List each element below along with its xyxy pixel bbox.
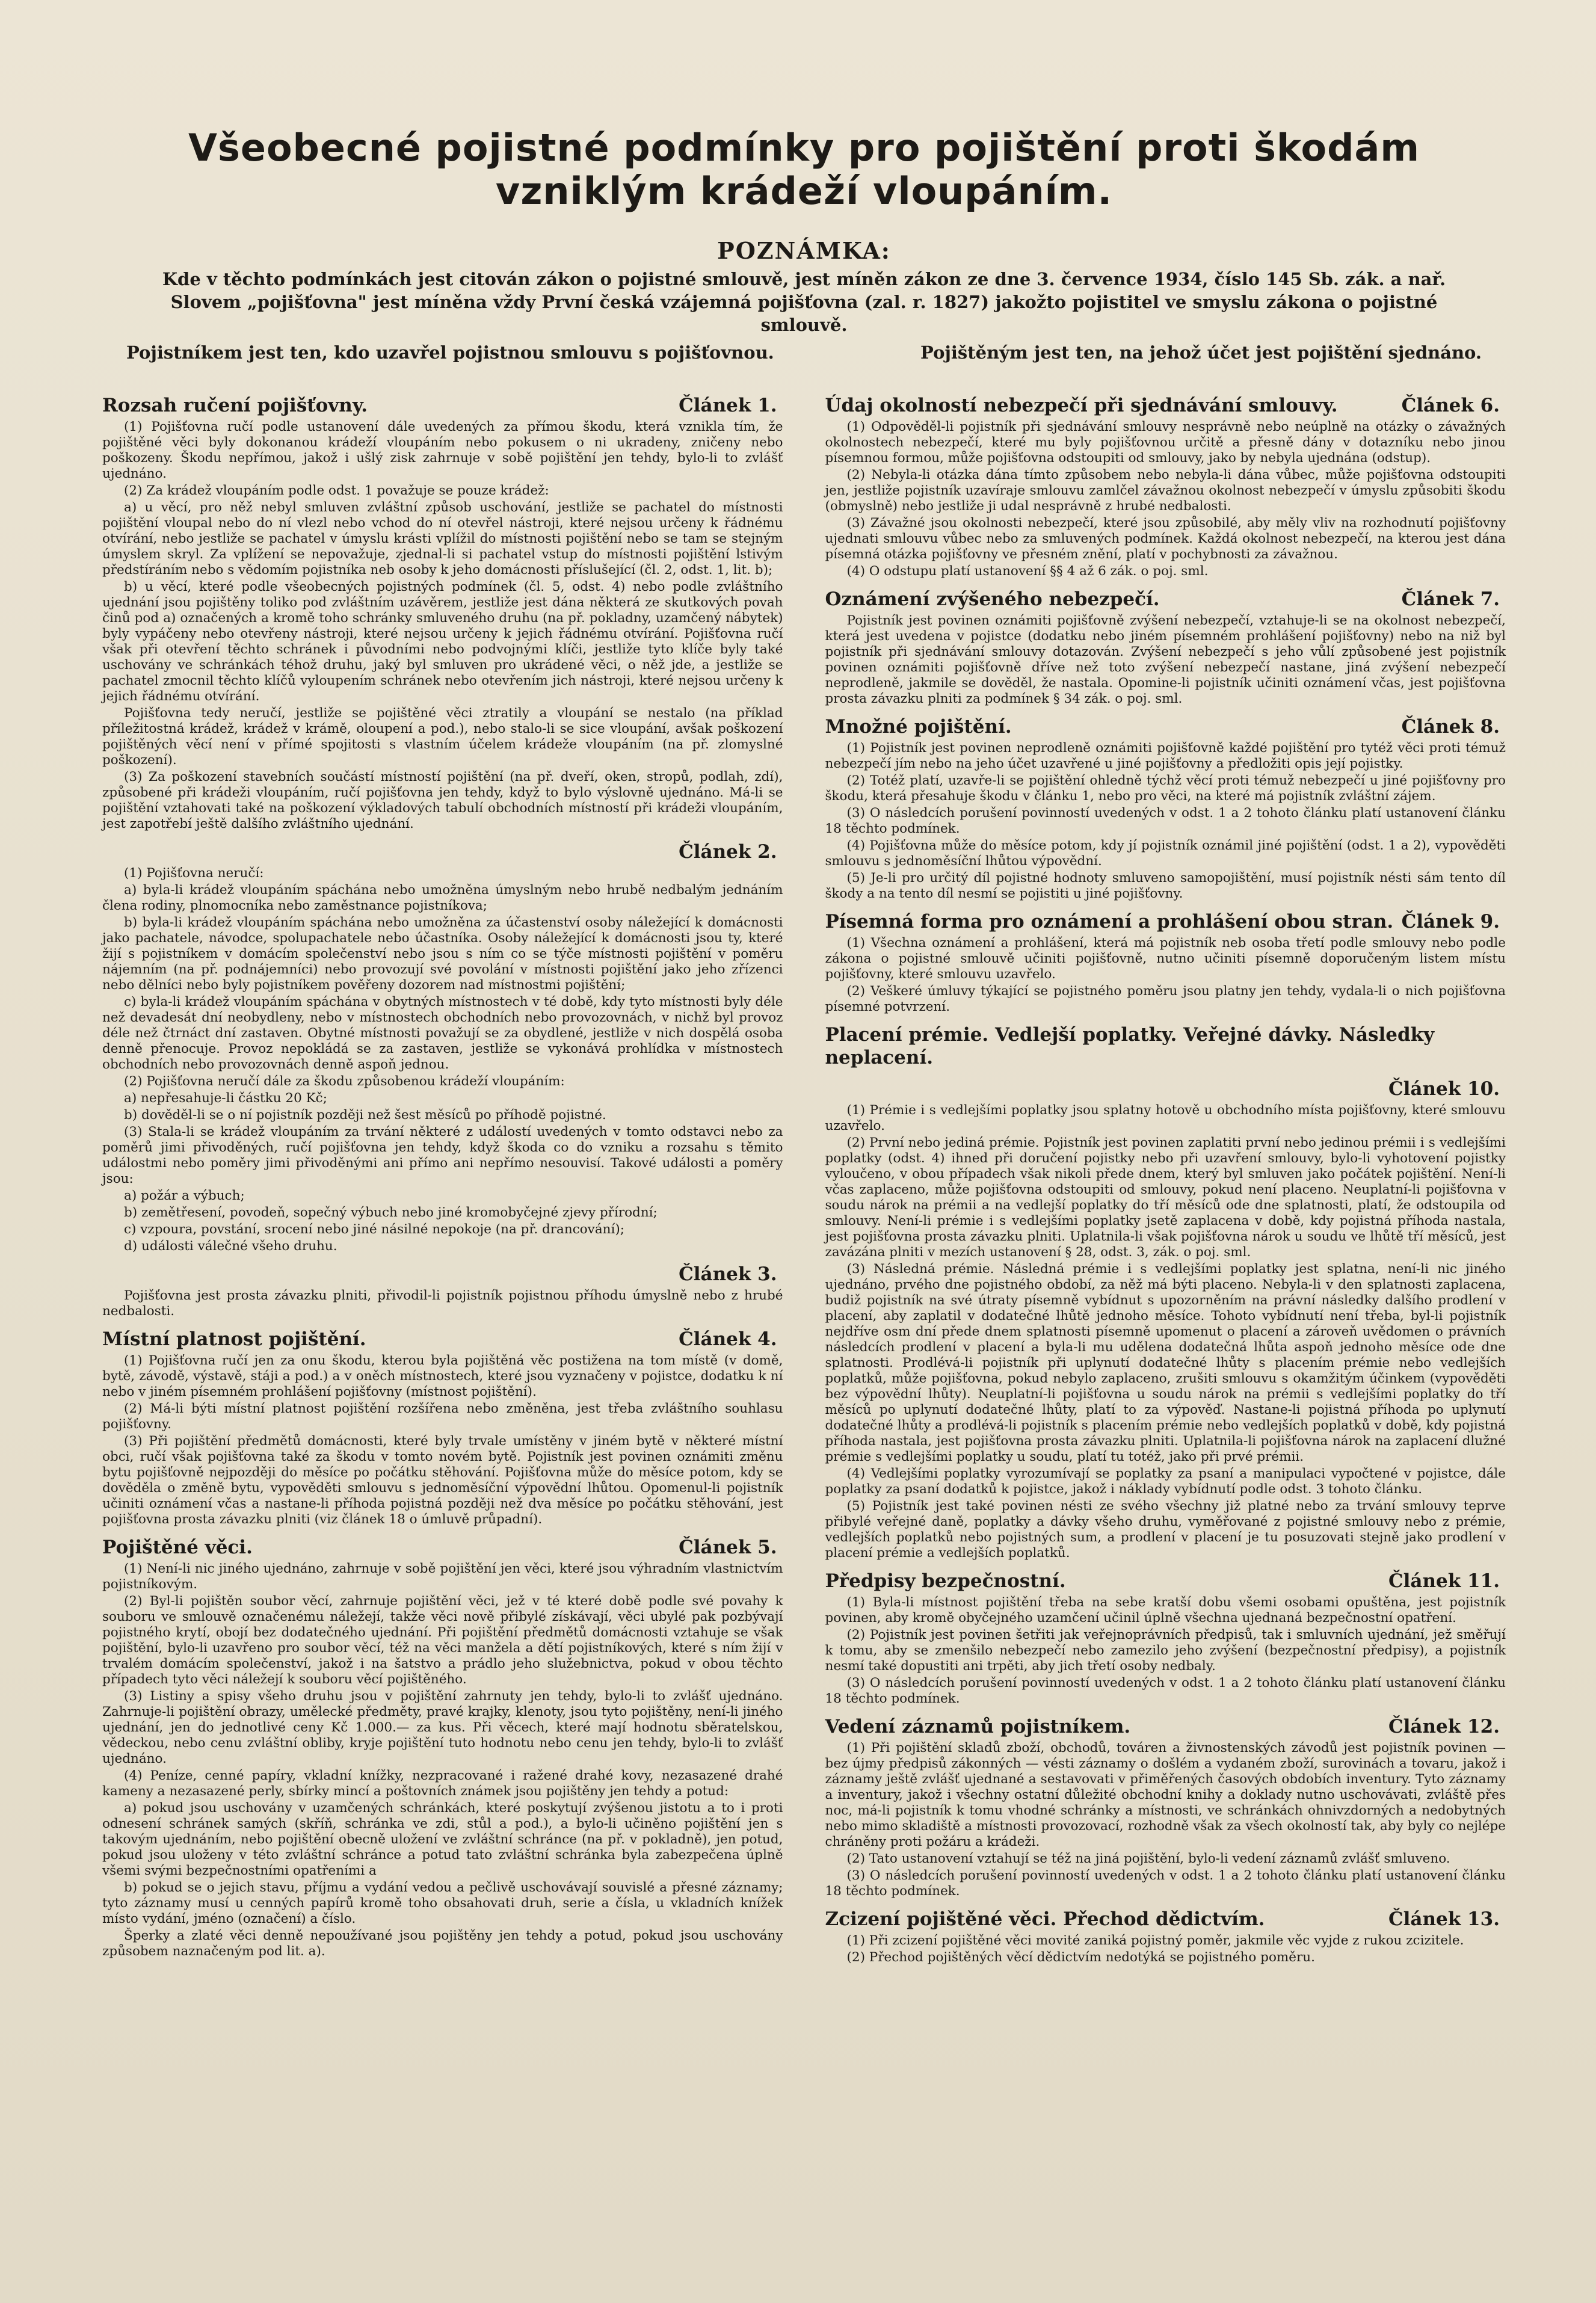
section-heading xyxy=(102,840,783,863)
paragraph: (3) O následcích porušení povinností uvedených v odst. 1 a 2 tohoto článku platí ustanovení článku 18 těchto podmínek. xyxy=(825,806,1506,836)
paragraph: c) vzpoura, povstání, srocení nebo jiné násilné nepokoje (na př. drancování); xyxy=(124,1222,625,1237)
article-section xyxy=(825,1570,1506,1707)
paragraph: (2) Pojišťovna neručí dále za škodu způsobenou krádeží vloupáním: xyxy=(124,1074,565,1089)
section-heading xyxy=(102,394,783,417)
paragraph: (3) Stala-li se krádež vloupáním za trvání některé z událostí uvedených v tomto odstavci nebo za poměrů jimi přivoděných, ručí pojišťovna jen tehdy, když škoda co do vzniku a rozsahu s těmito událostmi nebo poměry jimi přivoděnými ani přímo ani nepřímo nesouvisí. Takové události a poměry jsou: xyxy=(102,1124,783,1186)
paragraph: (4) Vedlejšími poplatky vyrozumívají se poplatky za psaní a manipulaci vypočtené v pojistce, dále poplatky za psaní dodatků k pojistce, jakož i náklady vybídnutí podle odst. 3 tohoto článku. xyxy=(825,1466,1506,1497)
section-heading xyxy=(102,1536,783,1559)
paragraph: (2) Tato ustanovení vztahují se též na jiná pojištění, bylo-li vedení záznamů zvlášť smluveno. xyxy=(846,1851,1450,1866)
paragraph: Pojistník jest povinen oznámiti pojišťovně zvýšení nebezpečí, vztahuje-li se na okolnost nebezpečí, která jest uvedena v pojistce (dodatku nebo jiném písemném prohlášení pojišťovny) nebo na niž byl pojistník při sjednávání smlouvy dotazován. Zvýšení nebezpečí s jeho vůlí způsobené jest pojistník povinen oznámiti pojišťovně dříve než toto zvýšení nebezpečí nastane, jiná zvýšení nebezpečí neprodleně, jakmile se dověděl, že nastala. Opomine-li pojistník učiniti oznámení včas, jest pojišťovna prosta závazku plniti za podmínek § 34 zák. o poj. sml. xyxy=(825,613,1506,706)
article-section xyxy=(825,1715,1506,1899)
article-section xyxy=(102,1328,783,1528)
article-number: Článek 4. xyxy=(679,1328,777,1350)
section-title: Množné pojištění. xyxy=(825,716,1012,738)
section-title: Pojištěné věci. xyxy=(102,1537,253,1558)
article-number: Článek 3. xyxy=(679,1263,777,1285)
article-section xyxy=(825,1023,1506,1069)
definitions xyxy=(126,341,1482,364)
article-number: Článek 6. xyxy=(1401,395,1500,416)
article-number: Článek 2. xyxy=(679,841,777,863)
paragraph: (1) Pojišťovna ručí podle ustanovení dále uvedených za přímou škodu, která vznikla tím, že pojištěné věci byly dokonanou krádeží vloupáním nebo pokusem o ni ukradeny, zničeny nebo poškozeny. Škodu nepřímou, jakož i ušlý zisk zahrnuje v sobě pojištění jen tehdy, bylo-li to zvlášť ujednáno. xyxy=(102,419,783,481)
title-line-2: vzniklým krádeží vloupáním. xyxy=(495,169,1113,213)
paragraph: (3) O následcích porušení povinností uvedených v odst. 1 a 2 tohoto článku platí ustanovení článku 18 těchto podmínek. xyxy=(825,1868,1506,1899)
paragraph: b) dověděl-li se o ní pojistník později než šest měsíců po příhodě pojistné. xyxy=(124,1108,606,1123)
paragraph: b) byla-li krádež vloupáním spáchána nebo umožněna za účastenství osoby náležející k domácnosti jako pachatele, návodce, spolupachatele nebo účastníka. Osoby náležející k domácnosti jsou ty, které žijí s pojistníkem v domácím společenství nebo jsou s ním co se týče místnosti pojištění v poměru nájemním (na př. podnájemníci) nebo provozují své povolání v místnosti pojištění jako jeho zřízenci nebo dělníci nebo byly pojistníkem pověřeny dozorem nad místnostmi pojištění; xyxy=(102,915,783,993)
section-heading xyxy=(825,1715,1506,1738)
paragraph: (1) Všechna oznámení a prohlášení, která má pojistník neb osoba třetí podle smlouvy nebo podle zákona o pojistné smlouvě učiniti pojišťovně, nutno učiniti písemně doporučeným listem místu pojišťovny, které smlouvu uzavřelo. xyxy=(825,936,1506,982)
section-title: Předpisy bezpečnostní. xyxy=(825,1570,1066,1592)
paragraph: (2) Pojistník jest povinen šetřiti jak veřejnoprávních předpisů, tak i smluvních ujednání, jež směřují k tomu, aby se zmenšilo nebezpečí nebo zamezilo jeho zvýšení (bezpečnostní předpisy), a pojistník nesmí také dopustiti ani trpěti, aby jich třetí osoby nedbaly. xyxy=(825,1627,1506,1674)
section-heading xyxy=(102,1328,783,1351)
definition-pojisteny: Pojištěným jest ten, na jehož účet jest pojištění sjednáno. xyxy=(920,342,1482,363)
article-number: Článek 5. xyxy=(679,1537,777,1558)
paragraph: (3) Při pojištění předmětů domácnosti, které byly trvale umístěny v jiném bytě v některé místní obci, ručí však pojišťovna také za škodu v tomto novém bytě. Pojistník jest povinen oznámiti změnu bytu pojišťovně nejpozději do měsíce po počátku stěhování. Pojišťovna může do měsíce potom, kdy se dověděla o změně bytu, vypověděti smlouvu s jednoměsíční výpovědní lhůtou. Opomenul-li pojistník učiniti oznámení včas a nastane-li příhoda pojistná později než dva měsíce po počátku stěhování, jest pojišťovna prosta závazku plniti (viz článek 18 o úmluvě průpadní). xyxy=(102,1434,783,1527)
article-section xyxy=(102,394,783,832)
paragraph: b) pokud se o jejich stavu, příjmu a vydání vedou a pečlivě uschovávají souvislé a přesné záznamy; tyto záznamy musí u cenných papírů kromě toho obsahovati druh, serie a čísla, u vkladních knížek místo vydání, jméno (označení) a číslo. xyxy=(102,1880,783,1926)
left-column xyxy=(102,388,783,1974)
paragraph: (2) První nebo jediná prémie. Pojistník jest povinen zaplatiti první nebo jedinou prémii i s vedlejšími poplatky (odst. 4) ihned při doručení pojistky nebo při uzavření smlouvy, bylo-li vyhotovení pojistky vyloučeno, v obou případech však nikoli přede dnem, který byl smluven jako počátek pojištění. Není-li včas zaplaceno, může pojišťovna odstoupiti od smlouvy, pokud není placeno. Neuplatní-li pojišťovna v soudu nárok na prémii a na vedlejší poplatky do tří měsíců ode dne splatnosti, platí, že odstoupila od smlouvy. Není-li prémie i s vedlejšími poplatky jsetě zaplacena v době, kdy pojistná příhoda nastala, jest pojišťovna prosta závazku plniti. Uplatnila-li však pojišťovna nárok u soudu ve lhůtě tří měsíců, jest zavázána plniti v mezích ustanovení § 28, odst. 3, zák. o poj. sml. xyxy=(825,1135,1506,1260)
paragraph: a) nepřesahuje-li částku 20 Kč; xyxy=(124,1091,327,1106)
article-section xyxy=(825,910,1506,1015)
paragraph: a) požár a výbuch; xyxy=(124,1188,245,1203)
article-number: Článek 12. xyxy=(1388,1716,1500,1737)
paragraph: (4) Pojišťovna může do měsíce potom, kdy jí pojistník oznámil jiné pojištění (odst. 1 a 2), vypověděti smlouvu s jednoměsíční lhůtou výpovědní. xyxy=(825,838,1506,869)
section-title: Rozsah ručení pojišťovny. xyxy=(102,395,368,416)
paragraph: Šperky a zlaté věci denně nepoužívané jsou pojištěny jen tehdy a potud, pokud jsou uschovány způsobem naznačeným pod lit. a). xyxy=(102,1928,783,1959)
paragraph: a) pokud jsou uschovány v uzamčených schránkách, které poskytují zvýšenou jistotu a to i proti odnesení schránek samých (skříň, schránka ve zdi, stůl a pod.), a bylo-li učiněno pojištění jen s takovým ujednáním, nebo pojištění obecně uložení ve zvláštní schránce (na př. v pokladně), jen potud, pokud jsou uloženy v této zvláštní schránce a potud tato zvláštní schránka byla zabezpečena úplně všemi svými bezpečnostními opatřeními a xyxy=(102,1801,783,1878)
article-section xyxy=(825,1078,1506,1561)
paragraph: (3) Závažné jsou okolnosti nebezpečí, které jsou způsobilé, aby měly vliv na rozhodnutí pojišťovny ujednati smlouvu vůbec nebo za smluvených podmínek. Každá okolnost nebezpečí, na kterou jest dána písemná otázka pojišťovny ve přesném znění, platí v pochybnosti za závažnou. xyxy=(825,516,1506,562)
paragraph: c) byla-li krádež vloupáním spáchána v obytných místnostech v té době, kdy tyto místnosti byly déle než devadesát dní neobydleny, nebo v místnostech obchodních nebo provozovnách, v nichž byl provoz déle než čtrnáct dní zastaven. Obytné místnosti považují se za obydlené, jestliže v nich dospělá osoba denně přenocuje. Provoz nepokládá se za zastaven, jestliže se vykonává prohlídka v místnostech obchodních nebo provozovnách denně aspoň jednou. xyxy=(102,994,783,1072)
paragraph: (4) O odstupu platí ustanovení §§ 4 až 6 zák. o poj. sml. xyxy=(846,564,1209,579)
paragraph: b) u věcí, které podle všeobecných pojistných podmínek (čl. 5, odst. 4) nebo podle zvláštního ujednání jsou pojištěny toliko pod zvláštním uzávěrem, jestliže jest dána některá ze skutkových povah činů pod a) označených a kromě toho schránky smluveného druhu (na př. pokladny, uzamčený nábytek) byly vypáčeny nebo otevřeny nástroji, které nejsou určeny k jejich řádnému otvírání. Pojišťovna ručí však při otevření těchto schránek i původními nebo podvojnými klíči, jestliže tyto klíče byly také uschovány ve schránkách téhož druhu, jaký byl smluven pro ukrádené věci, o něž jde, a jestliže se pachatel zmocnil těchto klíčů vyloupením schránek nebo otevřením jich nástroji, které nejsou určeny k jejich řádnému otvírání. xyxy=(102,579,783,704)
paragraph: a) byla-li krádež vloupáním spáchána nebo umožněna úmyslným nebo hrubě nedbalým jednáním člena rodiny, plnomocníka nebo zaměstnance pojistníkova; xyxy=(102,883,783,913)
article-number: Článek 1. xyxy=(679,395,777,416)
article-section xyxy=(825,715,1506,902)
section-title: Údaj okolností nebezpečí při sjednávání smlouvy. xyxy=(825,395,1338,416)
paragraph: (1) Pojišťovna ručí jen za onu škodu, kterou byla pojištěná věc postižena na tom místě (v domě, bytě, závodě, výstavě, stáji a pod.) a v oněch místnostech, které jsou vyznačeny v pojistce, dodatku k ní nebo v jiném písemném prohlášení pojišťovny (místnost pojištění). xyxy=(102,1353,783,1399)
section-title: Písemná forma pro oznámení a prohlášení obou stran. xyxy=(825,911,1394,933)
paragraph: (3) Listiny a spisy všeho druhu jsou v pojištění zahrnuty jen tehdy, bylo-li to zvlášť ujednáno. Zahrnuje-li pojištění obrazy, umělecké předměty, pravé krajky, klenoty, jsou tyto pojištěny, není-li jiného ujednání, jen do jednotlivé ceny Kč 1.000.— za kus. Při věcech, které mají hodnotu sběratelskou, vědeckou, nebo cenu zvláštní obliby, kryje pojištění tuto hodnotu nebo cenu jen tehdy, bylo-li to zvlášť ujednáno. xyxy=(102,1689,783,1766)
right-column xyxy=(825,388,1506,1974)
paragraph: (1) Pojišťovna neručí: xyxy=(124,866,264,881)
article-section xyxy=(102,1263,783,1319)
section-title: Placení prémie. Vedlejší poplatky. Veřejné dávky. Následky neplacení. xyxy=(825,1024,1435,1068)
article-number: Článek 13. xyxy=(1388,1908,1500,1930)
section-heading xyxy=(825,1570,1506,1592)
note-heading: POZNÁMKA: xyxy=(717,237,891,264)
article-section xyxy=(102,1536,783,1959)
paragraph: (2) Veškeré úmluvy týkající se pojistného poměru jsou platny jen tehdy, vydala-li o nich pojišťovna písemné potvrzení. xyxy=(825,984,1506,1014)
paragraph: (2) Přechod pojištěných věcí dědictvím nedotýká se pojistného poměru. xyxy=(846,1950,1315,1965)
paragraph: (2) Má-li býti místní platnost pojištění rozšířena nebo změněna, jest třeba zvláštního souhlasu pojišťovny. xyxy=(102,1401,783,1432)
paragraph: (5) Pojistník jest také povinen nésti ze svého všechny již platné nebo za trvání smlouvy teprve přibylé veřejné daně, poplatky a dávky všeho druhu, vyměřované z pojistné smlouvy nebo z prémie, vedlejších poplatků nebo pojistných sum, a prodlení v placení je tu posuzovati stejně jako prodlení v placení prémie a vedlejších poplatků. xyxy=(825,1499,1506,1561)
section-heading xyxy=(825,910,1506,933)
note-text: Kde v těchto podmínkách jest citován zákon o pojistné smlouvě, jest míněn zákon ze dne 3. července 1934, číslo 145 Sb. zák. a nař. Slovem „pojišťovna" jest míněna vždy První česká vzájemná pojišťovna (zal. r. 1827) jakožto pojistitel ve smyslu zákona o pojistné smlouvě. xyxy=(162,269,1446,335)
article-section xyxy=(825,394,1506,579)
paragraph: (3) O následcích porušení povinností uvedených v odst. 1 a 2 tohoto článku platí ustanovení článku 18 těchto podmínek. xyxy=(825,1676,1506,1706)
paragraph: (1) Byla-li místnost pojištění třeba na sebe kratší dobu všemi osobami opuštěna, jest pojistník povinen, aby kromě obyčejného uzamčení učinil úplně všechna ujednaná bezpečnostní opatření. xyxy=(825,1595,1506,1626)
section-title: Zcizení pojištěné věci. Přechod dědictvím. xyxy=(825,1908,1265,1930)
article-section xyxy=(825,1908,1506,1965)
paragraph: d) události válečné všeho druhu. xyxy=(124,1239,337,1254)
section-heading xyxy=(102,1263,783,1286)
document-title xyxy=(102,126,1506,213)
paragraph: a) u věcí, pro něž nebyl smluven zvláštní způsob uschování, jestliže se pachatel do místnosti pojištění vloupal nebo do ní vlezl nebo vchod do ní otevřel nástroji, které nejsou určeny k řádnému otvírání, nebo jestliže se pachatel v úmyslu krásti vplížil do místnosti pojištění nebo se tam se stejným úmyslem skryl. Za vplížení se nepovažuje, zjednal-li si pachatel vstup do místnosti pojištění lstivým předstíráním nebo s vědomím pojistníka neb osoby k jeho domácnosti příslušející (čl. 2, odst. 1, lit. b); xyxy=(102,500,783,578)
section-heading xyxy=(825,394,1506,417)
paragraph: (1) Při pojištění skladů zboží, obchodů, továren a živnostenských závodů jest pojistník povinen — bez újmy předpisů zákonných — vésti záznamy o došlém a vydaném zboží, surovinách a tovaru, jakož i záznamy ještě zvlášť ujednané a sestavovati v přiměřených časových obdobích inventury. Tyto záznamy a inventury, jakož i všechny ostatní důležité obchodní knihy a doklady nutno uschovávati, zvláště přes noc, má-li pojistník k tomu vhodné schránky a místnosti, ve schránkách ohnivzdorných a nedobytných nebo mimo skladiště a místnosti provozovací, rozhodně však za všech okolností tak, aby byly co nejlépe chráněny proti požáru a krádeži. xyxy=(825,1740,1506,1849)
paragraph: (2) Byl-li pojištěn soubor věcí, zahrnuje pojištění věci, jež v té které době podle své povahy k souboru ve smlouvě označenému náležejí, takže věci nově přibylé získávají, věci ubylé pak pozbývají pojistného krytí, obojí bez dodatečného ujednání. Při pojištění předmětů domácnosti vztahuje se však pojištění, bylo-li uzavřeno pro soubor věcí, též na věci manžela a dětí pojistníkových, které s ním žijí v trvalém domácím společenství, jakož i na šatstvo a prádlo jeho služebnictva, pokud v obou těchto případech tyto věci náležejí k souboru věcí pojištěného. xyxy=(102,1594,783,1687)
section-heading xyxy=(825,588,1506,611)
paragraph: Pojišťovna tedy neručí, jestliže se pojištěné věci ztratily a vloupání se nestalo (na příklad příležitostná krádež, krádež v krámě, oloupení a pod.), nebo stalo-li se sice vloupání, avšak poškození pojištěných věcí není v přímé spojitosti s vlastním účelem krádeže vloupáním (na př. zlomyslné poškození). xyxy=(102,706,783,768)
paragraph: (3) Za poškození stavebních součástí místností pojištění (na př. dveří, oken, stropů, podlah, zdí), způsobené při krádeži vloupáním, ručí pojišťovna jen tehdy, když to bylo výslovně ujednáno. Má-li se pojištění vztahovati také na poškození výkladových tabulí obchodních místností při krádeži vloupáním, jest zapotřebí ještě dalšího zvláštního ujednání. xyxy=(102,769,783,831)
paragraph: (1) Odpověděl-li pojistník při sjednávání smlouvy nesprávně nebo neúplně na otázky o závažných okolnostech nebezpečí, které mu byly pojišťovnou určitě a přesně dány v dotazníku nebo jinou písemnou formou, může pojišťovna odstoupiti od smlouvy, jako by nebyla ujednána (odstup). xyxy=(825,419,1506,466)
article-number: Článek 9. xyxy=(1401,911,1500,933)
section-heading xyxy=(825,715,1506,738)
article-columns xyxy=(102,388,1506,1974)
paragraph: Pojišťovna jest prosta závazku plniti, přivodil-li pojistník pojistnou příhodu úmyslně nebo z hrubé nedbalosti. xyxy=(102,1288,783,1319)
section-heading xyxy=(825,1023,1506,1069)
section-title: Vedení záznamů pojistníkem. xyxy=(825,1716,1131,1737)
paragraph: (1) Při zcizení pojištěné věci movité zaniká pojistný poměr, jakmile věc vyjde z rukou zcizitele. xyxy=(846,1933,1464,1948)
title-line-1: Všeobecné pojistné podmínky pro pojištění proti škodám xyxy=(188,126,1420,170)
paragraph: (3) Následná prémie. Následná prémie i s vedlejšími poplatky jest splatna, není-li nic jiného ujednáno, prvého dne pojistného období, za něž má býti placeno. Nebyla-li v den splatnosti zaplacena, budiž pojistník na své útraty písemně vybídnut s upozorněním na právní následky dalšího prodlení v placení, aby zaplatil v dodatečné lhůtě jednoho měsíce. Tohoto vybídnutí není třeba, byl-li pojistník nejdříve osm dní přede dnem splatnosti písemně upomenut o placení a zároveň uvědomen o právních následcích prodlení v placení a byla-li mu udělena dodatečná lhůta aspoň jednoho měsíce ode dne splatnosti. Prodlévá-li pojistník při uplynutí dodatečné lhůty s placením prémie nebo vedlejších poplatků, může pojišťovna, pokud nebylo zaplaceno, zrušiti smlouvu s okamžitým účinkem (vypověděti bez výpovědní lhůty). Neuplatní-li pojišťovna u soudu nárok na prémii s vedlejšími poplatky do tří měsíců po uplynutí dodatečné lhůty, platí to za výpověď. Nastane-li pojistná příhoda po uplynutí dodatečné lhůty a prodlévá-li pojistník s placením prémie nebo vedlejších poplatků v době, kdy pojistná příhoda nastala, jest pojišťovna prosta závazku plniti. Uplatnila-li pojišťovna nárok na zaplacení dlužné prémie s vedlejšími poplatky u soudu, platí tu totéž, jako při prvé prémii. xyxy=(825,1262,1506,1464)
article-number: Článek 8. xyxy=(1401,716,1500,738)
section-title: Místní platnost pojištění. xyxy=(102,1328,366,1350)
article-number: Článek 11. xyxy=(1388,1570,1500,1592)
article-number: Článek 10. xyxy=(1388,1078,1500,1100)
article-section xyxy=(102,840,783,1254)
paragraph: (4) Peníze, cenné papíry, vkladní knížky, nezpracované i ražené drahé kovy, nezasazené drahé kameny a nezasazené perly, sbírky mincí a poštovních známek jsou pojištěny jen tehdy a potud: xyxy=(102,1768,783,1799)
paragraph: (1) Není-li nic jiného ujednáno, zahrnuje v sobě pojištění jen věci, které jsou výhradním vlastnictvím pojistníkovým. xyxy=(102,1561,783,1592)
article-section xyxy=(825,588,1506,707)
article-number: Článek 7. xyxy=(1401,588,1500,610)
definition-pojistnik: Pojistníkem jest ten, kdo uzavřel pojistnou smlouvu s pojišťovnou. xyxy=(126,342,774,363)
paragraph: (2) Totéž platí, uzavře-li se pojištění ohledně týchž věcí proti témuž nebezpečí u jiné pojišťovny pro škodu, která přesahuje škodu v článku 1, nebo pro věci, na které má pojistník zvláštní zájem. xyxy=(825,773,1506,804)
paragraph: (1) Prémie i s vedlejšími poplatky jsou splatny hotově u obchodního místa pojišťovny, které smlouvu uzavřelo. xyxy=(825,1103,1506,1133)
paragraph: (1) Pojistník jest povinen neprodleně oznámiti pojišťovně každé pojištění pro tytéž věci proti témuž nebezpečí jím nebo na jeho účet uzavřené u jiné pojišťovny a předložiti opis její pojistky. xyxy=(825,741,1506,771)
section-title: Oznámení zvýšeného nebezpečí. xyxy=(825,588,1160,610)
section-heading xyxy=(825,1908,1506,1931)
section-heading xyxy=(825,1078,1506,1100)
paragraph: (5) Je-li pro určitý díl pojistné hodnoty smluveno samopojištění, musí pojistník nésti sám tento díl škody a na tento díl nesmí se pojistiti u jiné pojišťovny. xyxy=(825,871,1506,901)
paragraph: (2) Za krádež vloupáním podle odst. 1 považuje se pouze krádež: xyxy=(124,483,549,498)
paragraph: b) zemětřesení, povodeň, sopečný výbuch nebo jiné kromobyčejné zjevy přírodní; xyxy=(124,1205,658,1220)
paragraph: (2) Nebyla-li otázka dána tímto způsobem nebo nebyla-li dána vůbec, může pojišťovna odstoupiti jen, jestliže pojistník uzavíraje smlouvu zamlčel závažnou okolnost nebezpečí v úmyslu způsobiti škodu (obmyslně) nebo jestliže ji udal nesprávně z hrubé nedbalosti. xyxy=(825,467,1506,514)
